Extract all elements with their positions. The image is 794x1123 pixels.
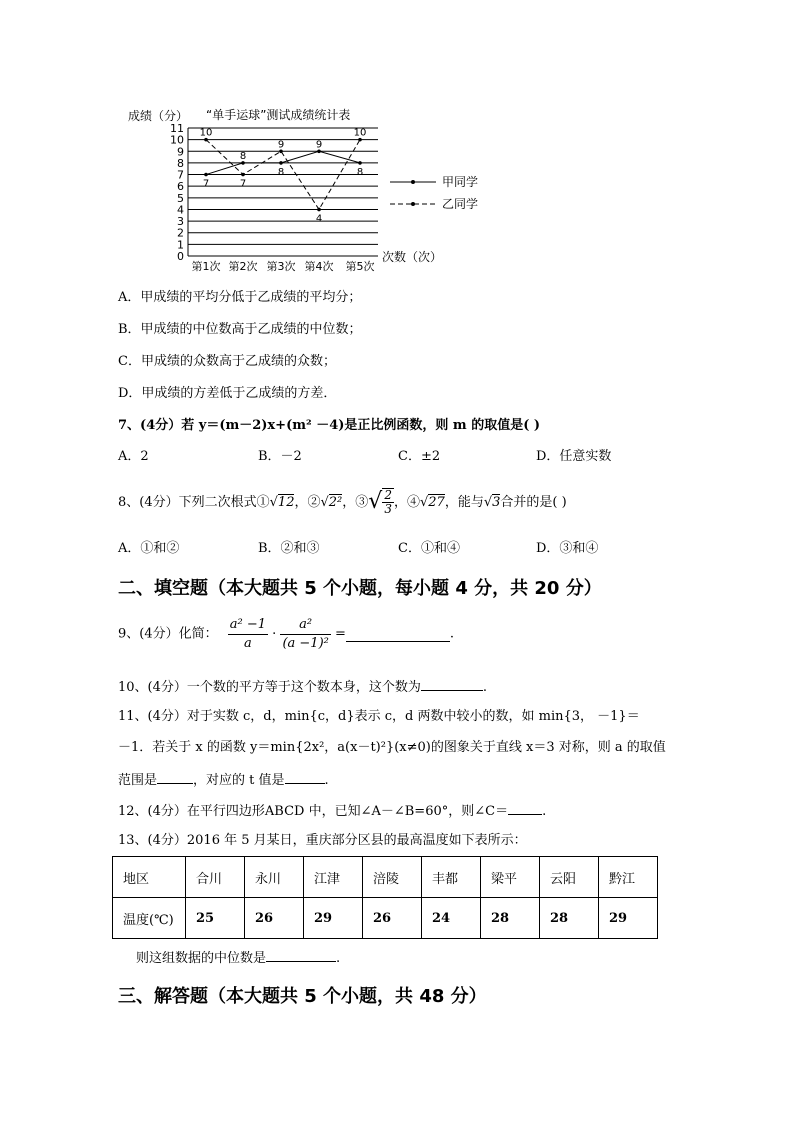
section-3-heading: 三、解答题（本大题共 5 个小题，共 48 分） [118, 986, 487, 1007]
q13-answer-blank[interactable] [266, 948, 336, 962]
data-point [241, 173, 245, 177]
chart-yticks [170, 122, 184, 263]
y-tick-label: 5 [177, 191, 184, 205]
table-cell: 25 [186, 898, 245, 939]
q9-fraction-1: $\frac{\text{a² −1}}{a}$ [229, 617, 267, 651]
q8-option-c: C．①和④ [398, 541, 460, 556]
table-cell: 黔江 [599, 857, 658, 898]
chart-ylabel: 成绩（分） [128, 109, 189, 123]
data-label: 10 [199, 127, 213, 139]
chart-title: “单手运球”测试成绩统计表 [206, 108, 351, 122]
table-cell: 温度(℃) [113, 898, 186, 939]
data-label: 10 [353, 127, 367, 139]
y-tick-label: 6 [177, 180, 184, 194]
sqrt-27: √27 [419, 494, 445, 510]
q8-option-b: B．②和③ [258, 541, 320, 556]
data-label: 9 [277, 139, 285, 151]
x-tick-label: 第1次 [191, 260, 221, 273]
y-tick-label: 1 [177, 238, 184, 252]
sqrt-12: √12 [269, 494, 295, 510]
sqrt-2-over-3: √ $\frac{2}{3}$ [368, 488, 392, 516]
q11-line-2: －1．若关于 x 的函数 y＝min{2x²，a(x－t)²}(x≠0)的图象关于直线 x＝3 对称，则 a 的取值 [118, 740, 666, 755]
legend-label-yi: 乙同学 [442, 197, 479, 211]
y-tick-label: 3 [177, 215, 184, 229]
table-cell: 26 [245, 898, 304, 939]
q7-option-c: C．±2 [398, 449, 441, 464]
data-point [317, 208, 321, 212]
chart-xlabel: 次数（次） [382, 250, 443, 264]
q11-a-range-blank[interactable] [157, 770, 193, 784]
legend-label-jia: 甲同学 [442, 175, 479, 189]
q8-option-a: A．①和② [118, 541, 180, 556]
y-tick-label: 2 [177, 226, 184, 240]
data-label: 7 [202, 178, 210, 190]
y-tick-label: 4 [177, 203, 184, 217]
table-cell: 29 [304, 898, 363, 939]
q12-answer-blank[interactable] [508, 801, 542, 815]
table-cell: 涪陵 [363, 857, 422, 898]
legend-marker-yi [411, 202, 415, 206]
sqrt-2-squared: √2² [320, 494, 343, 510]
data-label: 9 [315, 139, 323, 151]
y-tick-label: 11 [170, 122, 184, 135]
data-point [204, 173, 208, 177]
table-cell: 26 [363, 898, 422, 939]
x-tick-label: 第5次 [345, 260, 375, 273]
q12-stem: 12、(4分）在平行四边形ABCD 中，已知∠A－∠B=60°，则∠C＝ . [118, 801, 546, 821]
y-tick-label: 8 [177, 156, 184, 170]
q8-option-d: D．③和④ [536, 541, 599, 556]
y-tick-label: 7 [177, 168, 184, 182]
q9-stem: 9、(4分）化简： $\frac{\text{a² −1}}{a}$ · $\frac{\text{a²}}{\text{(a −1)²}}$ = . [118, 617, 455, 651]
q6-option-b: B．甲成绩的中位数高于乙成绩的中位数； [118, 322, 362, 337]
data-point [279, 161, 283, 165]
table-row [113, 898, 658, 939]
q6-option-d: D．甲成绩的方差低于乙成绩的方差． [118, 386, 337, 401]
table-cell: 28 [481, 898, 540, 939]
q7-option-b: B．－2 [258, 449, 302, 464]
section-2-heading: 二、填空题（本大题共 5 个小题，每小题 4 分，共 20 分） [118, 578, 602, 599]
data-label: 7 [239, 178, 247, 190]
y-tick-label: 0 [177, 250, 184, 263]
table-row [113, 857, 658, 898]
x-tick-label: 第3次 [266, 260, 296, 273]
q6-option-c: C．甲成绩的众数高于乙成绩的众数； [118, 354, 336, 369]
x-tick-label: 第2次 [228, 260, 258, 273]
q9-fraction-2: $\frac{\text{a²}}{\text{(a −1)²}}$ [282, 617, 329, 651]
q7-stem: 7、(4分）若 y＝(m－2)x+(m² －4)是正比例函数，则 m 的取值是( ) [118, 418, 541, 433]
table-cell: 永川 [245, 857, 304, 898]
table-cell: 24 [422, 898, 481, 939]
chart-xticks [192, 259, 375, 273]
data-label: 8 [356, 166, 364, 178]
q11-line-3: 范围是 ，对应的 t 值是 . [118, 770, 329, 790]
table-cell: 江津 [304, 857, 363, 898]
y-tick-label: 10 [170, 133, 184, 147]
data-point [358, 161, 362, 165]
table-cell: 28 [540, 898, 599, 939]
data-label: 8 [277, 166, 285, 178]
q6-option-a: A．甲成绩的平均分低于乙成绩的平均分； [118, 290, 362, 305]
q11-line-1: 11、(4分）对于实数 c，d，min{c，d}表示 c，d 两数中较小的数，如 min{3， －1}＝ [118, 709, 640, 724]
table-cell: 地区 [113, 857, 186, 898]
temperature-table [112, 856, 658, 939]
q10-answer-blank[interactable] [421, 677, 483, 691]
q8-stem: 8、(4分）下列二次根式①√12，②√2²，③√ $\frac{2}{3}$ ，④√27，能与√3合并的是( ) [118, 488, 567, 516]
data-label: 8 [239, 150, 247, 162]
q7-option-d: D．任意实数 [536, 449, 612, 464]
table-cell: 云阳 [540, 857, 599, 898]
x-tick-label: 第4次 [304, 260, 334, 273]
table-cell: 29 [599, 898, 658, 939]
table-cell: 梁平 [481, 857, 540, 898]
table-cell: 合川 [186, 857, 245, 898]
q10-stem: 10、(4分）一个数的平方等于这个数本身，这个数为 . [118, 677, 487, 697]
q9-answer-blank[interactable] [346, 628, 450, 642]
q11-t-value-blank[interactable] [285, 770, 325, 784]
y-tick-label: 9 [177, 145, 184, 159]
q13-stem: 13、(4分）2016 年 5 月某日，重庆部分区县的最高温度如下表所示： [118, 833, 527, 848]
table-cell: 丰都 [422, 857, 481, 898]
q13-question: 则这组数据的中位数是 . [136, 948, 340, 968]
score-line-chart [118, 100, 498, 280]
sqrt-3: √3 [483, 494, 501, 510]
data-label: 4 [315, 213, 323, 225]
legend-marker-jia [411, 180, 415, 184]
q7-option-a: A．2 [118, 449, 149, 464]
